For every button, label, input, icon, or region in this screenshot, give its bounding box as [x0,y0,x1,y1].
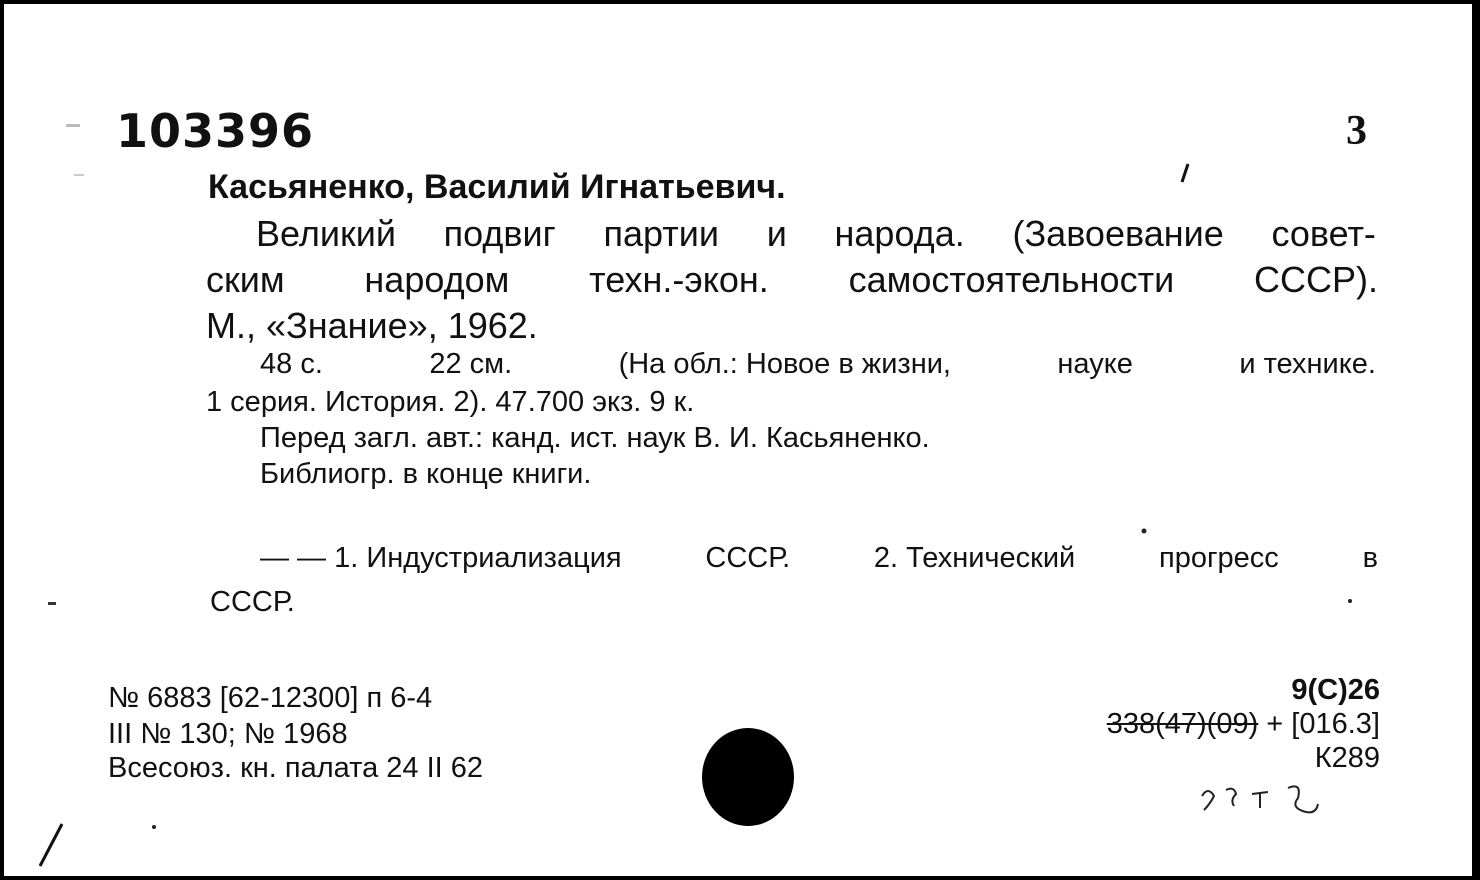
desc-part: 22 см. [429,348,513,380]
subject-part: — — 1. Индустриализация [260,542,622,574]
classification-udc [1107,710,1380,739]
catalog-card [4,4,1472,876]
title-word: народом [364,259,510,300]
registry-number: № 6883 [62-12300] п 6-4 [108,682,433,714]
title-line-1 [256,213,1376,254]
udc-struck: 338(47)(09) [1106,708,1259,740]
subject-part: прогресс [1159,542,1279,574]
title-word: ским [206,259,285,300]
inventory-number: 103396 [116,104,315,158]
series-note: 1 серия. История. 2). 47.700 экз. 9 к. [206,386,695,418]
subject-headings [260,544,1378,573]
title-line-3: М., «Знание», 1962. [206,305,538,346]
punch-hole [702,728,794,826]
scan-speck [66,124,80,127]
bibliography-note: Библиогр. в конце книги. [260,458,592,490]
classification-main: 9(С)26 [1291,674,1380,706]
title-word: самостоятельности [848,259,1175,300]
title-line-2 [206,259,1378,300]
desc-part: науке [1057,348,1133,380]
title-word: техн.-экон. [589,259,769,300]
subject-part: 2. Технический [873,542,1076,574]
desc-part: 48 с. [260,348,323,380]
tick-mark [1182,164,1188,182]
title-word: (Завоевание [1012,213,1224,254]
author-note: Перед загл. авт.: канд. ист. наук В. И. Касьяненко. [260,422,930,454]
scan-speck [1142,529,1147,534]
chamber-stamp: Всесоюз. кн. палата 24 II 62 [108,752,484,784]
author-mark: К289 [1314,742,1380,774]
title-word: партии [603,213,719,254]
subject-part: СССР. [705,542,791,574]
title-word: Великий [256,213,396,254]
subject-part: в [1362,542,1378,574]
scan-speck [74,174,84,176]
order-number: III № 130; № 1968 [108,718,348,750]
author-heading: Касьяненко, Василий Игнатьевич. [208,168,786,206]
title-word: подвиг [443,213,556,254]
corner-stroke [40,824,62,866]
title-word: народа. [834,213,965,254]
scan-speck [1348,599,1352,603]
udc-rest: + [016.3] [1258,708,1380,740]
scan-speck [152,825,156,829]
physical-description [260,350,1376,379]
title-word: СССР). [1254,259,1378,300]
subject-headings-cont: СССР. [210,586,295,618]
desc-part: (На обл.: Новое в жизни, [618,348,951,380]
handwritten-scribble [1202,786,1318,812]
title-word: и [766,213,787,254]
title-word: совет- [1271,213,1376,254]
scan-speck [48,602,56,605]
desc-part: и технике. [1239,348,1376,380]
corner-number: 3 [1346,108,1367,154]
